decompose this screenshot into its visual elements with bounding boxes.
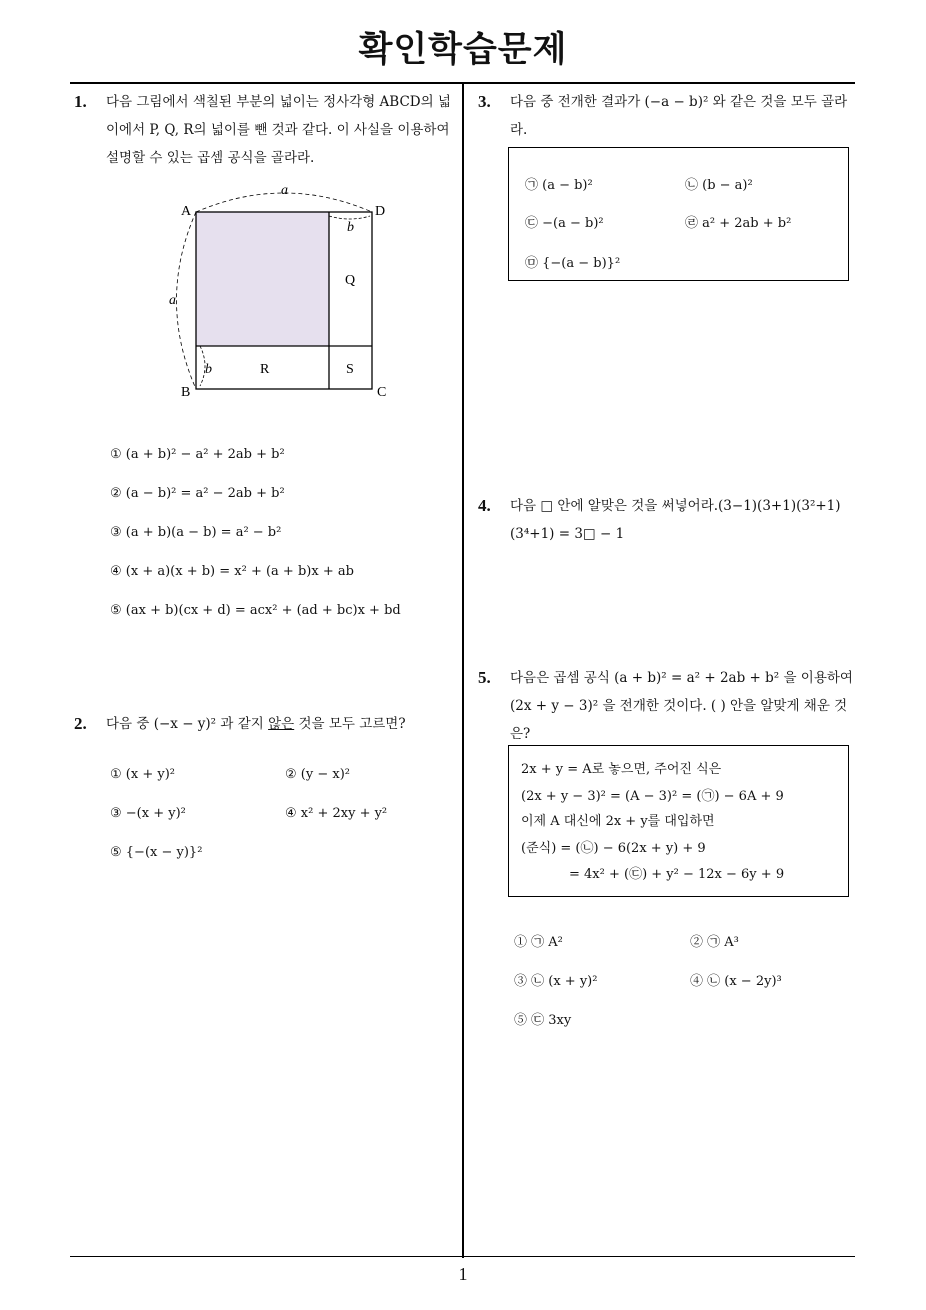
- page-title: 확인학습문제: [358, 30, 568, 70]
- option-4[interactable]: ④ x² + 2xy + y²: [285, 806, 388, 821]
- option-2[interactable]: ② ㉠ A³: [690, 935, 739, 950]
- region-R: R: [260, 362, 270, 377]
- option-5[interactable]: ⑤ (ax + b)(cx + d) = acx² + (ad + bc)x + bd: [110, 603, 401, 618]
- option-4[interactable]: ④ (x + a)(x + b) = x² + (a + b)x + ab: [110, 564, 354, 579]
- underlined-word: 않은: [268, 716, 295, 732]
- choice-1[interactable]: ㉠ (a − b)²: [525, 178, 593, 193]
- label-a-top: a: [281, 183, 288, 198]
- choice-5[interactable]: ㉤ {−(a − b)}²: [525, 256, 621, 271]
- question-text-part: 다음 중 (−x − y)² 과 같지: [106, 716, 269, 732]
- column-divider: [462, 82, 464, 1258]
- solution-line-2: (2x + y − 3)² = (A − 3)² = (㉠) − 6A + 9: [521, 789, 784, 804]
- question-text: [106, 710, 454, 738]
- solution-line-3: 이제 A 대신에 2x + y를 대입하면: [521, 814, 715, 829]
- choice-2[interactable]: ㉡ (b − a)²: [685, 178, 753, 193]
- option-3[interactable]: ③ ㉡ (x + y)²: [514, 974, 598, 989]
- square-figure: [165, 180, 425, 405]
- vertex-D: D: [375, 204, 386, 219]
- label-a-left: a: [169, 293, 176, 308]
- footer-rule: [70, 1256, 855, 1257]
- option-5[interactable]: ⑤ ㉢ 3xy: [514, 1013, 572, 1028]
- option-1[interactable]: ① ㉠ A²: [514, 935, 563, 950]
- choice-3[interactable]: ㉢ −(a − b)²: [525, 216, 604, 231]
- option-4[interactable]: ④ ㉡ (x − 2y)³: [690, 974, 782, 989]
- question-text-part: 것을 모두 고르면?: [294, 716, 406, 732]
- solution-line-4: (준식) = (㉡) − 6(2x + y) + 9: [521, 841, 706, 856]
- question-number: 4.: [478, 496, 491, 515]
- label-b-top: b: [347, 220, 354, 235]
- vertex-C: C: [377, 385, 387, 400]
- vertex-A: A: [181, 204, 192, 219]
- option-1[interactable]: ① (a + b)² − a² + 2ab + b²: [110, 447, 285, 462]
- question-text: 다음 그림에서 색칠된 부분의 넓이는 정사각형 ABCD의 넓이에서 P, Q, R의 넓이를 뺀 것과 같다. 이 사실을 이용하여 설명할 수 있는 곱셈 공식을 골라라.: [106, 94, 451, 166]
- option-3[interactable]: ③ (a + b)(a − b) = a² − b²: [110, 525, 282, 540]
- vertex-B: B: [181, 385, 191, 400]
- question-number: 1.: [74, 92, 87, 111]
- question-number: 2.: [74, 714, 87, 733]
- option-1[interactable]: ① (x + y)²: [110, 767, 175, 782]
- solution-line-5: = 4x² + (㉢) + y² − 12x − 6y + 9: [569, 867, 785, 882]
- solution-line-1: 2x + y = A로 놓으면, 주어진 식은: [521, 762, 722, 777]
- question-text: 다음 중 전개한 결과가 (−a − b)² 와 같은 것을 모두 골라라.: [510, 94, 848, 138]
- region-Q: Q: [345, 273, 356, 288]
- question-text: 다음 □ 안에 알맞은 것을 써넣어라.(3−1)(3+1)(3²+1)(3⁴+1) = 3□ − 1: [510, 498, 841, 542]
- option-2[interactable]: ② (a − b)² = a² − 2ab + b²: [110, 486, 285, 501]
- choices-box: [508, 147, 849, 281]
- page-number: 1: [458, 1264, 468, 1284]
- question-number: 5.: [478, 668, 491, 687]
- solution-box: [508, 745, 849, 897]
- choice-4[interactable]: ㉣ a² + 2ab + b²: [685, 216, 792, 231]
- question-number: 3.: [478, 92, 491, 111]
- option-2[interactable]: ② (y − x)²: [285, 767, 350, 782]
- question-text: 다음은 곱셈 공식 (a + b)² = a² + 2ab + b² 을 이용하여 (2x + y − 3)² 을 전개한 것이다. ( ) 안을 알맞게 채운 것은?: [510, 670, 853, 742]
- option-5[interactable]: ⑤ {−(x − y)}²: [110, 845, 203, 860]
- region-S: S: [346, 362, 354, 377]
- option-3[interactable]: ③ −(x + y)²: [110, 806, 186, 821]
- label-b-left: b: [205, 362, 212, 377]
